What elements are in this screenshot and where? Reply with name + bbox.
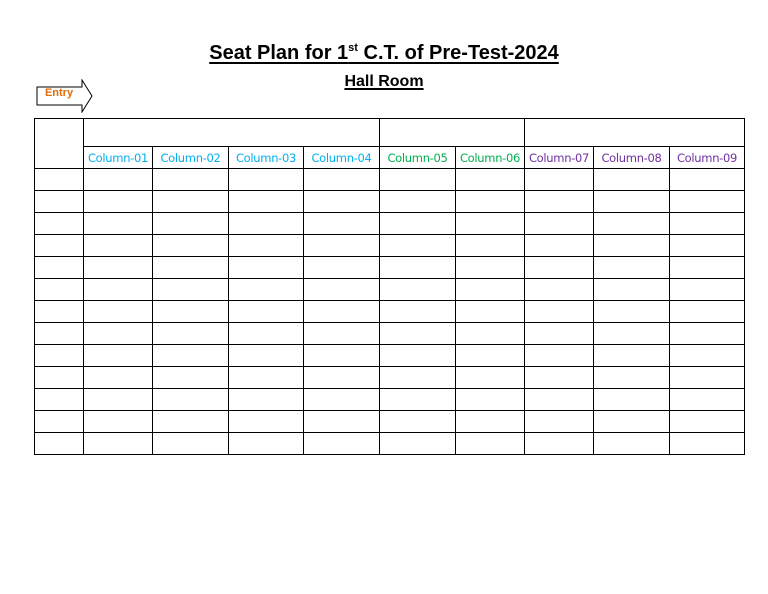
group-header-row bbox=[35, 119, 745, 147]
seat-cell bbox=[670, 433, 745, 455]
row-label-cell bbox=[35, 191, 84, 213]
seat-cell bbox=[229, 367, 304, 389]
page-title: Seat Plan for 1st C.T. of Pre-Test-2024 bbox=[209, 42, 559, 64]
column-header-7: Column-07 bbox=[525, 147, 594, 169]
row-label-header-cell bbox=[35, 119, 84, 169]
seat-cell bbox=[594, 345, 670, 367]
seat-cell bbox=[594, 433, 670, 455]
seat-cell bbox=[153, 191, 229, 213]
seat-cell bbox=[304, 191, 380, 213]
seat-cell bbox=[304, 235, 380, 257]
seat-cell bbox=[304, 279, 380, 301]
seat-cell bbox=[456, 345, 525, 367]
seat-cell bbox=[456, 433, 525, 455]
seat-cell bbox=[456, 367, 525, 389]
seat-cell bbox=[153, 411, 229, 433]
seat-cell bbox=[380, 169, 456, 191]
seat-cell bbox=[594, 301, 670, 323]
table-row bbox=[35, 367, 745, 389]
seat-cell bbox=[153, 279, 229, 301]
seat-cell bbox=[594, 257, 670, 279]
seat-cell bbox=[304, 433, 380, 455]
seat-cell bbox=[380, 301, 456, 323]
seat-cell bbox=[380, 367, 456, 389]
seat-cell bbox=[229, 411, 304, 433]
seat-cell bbox=[84, 235, 153, 257]
seat-cell bbox=[594, 367, 670, 389]
group-cell-2 bbox=[380, 119, 525, 147]
row-label-cell bbox=[35, 389, 84, 411]
row-label-cell bbox=[35, 411, 84, 433]
seat-cell bbox=[456, 191, 525, 213]
seat-cell bbox=[525, 213, 594, 235]
seat-cell bbox=[525, 411, 594, 433]
group-cell-1 bbox=[84, 119, 380, 147]
seat-cell bbox=[304, 367, 380, 389]
seat-cell bbox=[525, 323, 594, 345]
seat-cell bbox=[84, 191, 153, 213]
row-label-cell bbox=[35, 279, 84, 301]
seat-cell bbox=[380, 389, 456, 411]
seat-cell bbox=[229, 389, 304, 411]
seat-cell bbox=[525, 345, 594, 367]
seat-cell bbox=[380, 323, 456, 345]
row-label-cell bbox=[35, 169, 84, 191]
seat-cell bbox=[456, 279, 525, 301]
seat-cell bbox=[153, 257, 229, 279]
seat-cell bbox=[304, 169, 380, 191]
seat-cell bbox=[229, 191, 304, 213]
seat-cell bbox=[380, 191, 456, 213]
row-label-cell bbox=[35, 235, 84, 257]
seat-cell bbox=[670, 279, 745, 301]
seat-cell bbox=[304, 345, 380, 367]
table-row bbox=[35, 213, 745, 235]
seat-cell bbox=[84, 433, 153, 455]
seat-cell bbox=[229, 279, 304, 301]
seat-cell bbox=[84, 389, 153, 411]
seat-cell bbox=[525, 257, 594, 279]
seat-cell bbox=[84, 323, 153, 345]
seat-cell bbox=[594, 191, 670, 213]
seat-cell bbox=[229, 301, 304, 323]
seat-cell bbox=[456, 323, 525, 345]
seat-cell bbox=[304, 213, 380, 235]
seat-cell bbox=[594, 411, 670, 433]
table-row bbox=[35, 279, 745, 301]
seat-cell bbox=[380, 279, 456, 301]
seat-cell bbox=[380, 411, 456, 433]
table-row bbox=[35, 235, 745, 257]
seat-cell bbox=[456, 235, 525, 257]
seat-cell bbox=[525, 191, 594, 213]
column-header-8: Column-08 bbox=[594, 147, 670, 169]
seat-cell bbox=[525, 367, 594, 389]
seat-cell bbox=[84, 213, 153, 235]
seat-cell bbox=[456, 301, 525, 323]
seat-cell bbox=[380, 433, 456, 455]
seat-cell bbox=[84, 367, 153, 389]
seat-cell bbox=[229, 235, 304, 257]
seat-cell bbox=[670, 323, 745, 345]
seat-cell bbox=[380, 235, 456, 257]
seat-cell bbox=[153, 367, 229, 389]
seat-cell bbox=[456, 213, 525, 235]
seat-cell bbox=[594, 323, 670, 345]
column-header-3: Column-03 bbox=[229, 147, 304, 169]
seat-cell bbox=[229, 213, 304, 235]
seat-cell bbox=[153, 389, 229, 411]
seat-cell bbox=[153, 213, 229, 235]
entry-sign bbox=[36, 79, 94, 113]
seat-cell bbox=[304, 411, 380, 433]
table-row bbox=[35, 169, 745, 191]
seat-cell bbox=[380, 213, 456, 235]
seat-cell bbox=[229, 323, 304, 345]
seat-cell bbox=[153, 169, 229, 191]
seat-cell bbox=[229, 169, 304, 191]
seat-cell bbox=[456, 169, 525, 191]
row-label-cell bbox=[35, 433, 84, 455]
seat-cell bbox=[525, 389, 594, 411]
table-row bbox=[35, 411, 745, 433]
seat-cell bbox=[670, 345, 745, 367]
seat-cell bbox=[153, 323, 229, 345]
column-header-2: Column-02 bbox=[153, 147, 229, 169]
seat-cell bbox=[670, 213, 745, 235]
seat-cell bbox=[380, 257, 456, 279]
seat-cell bbox=[304, 389, 380, 411]
seat-plan-table bbox=[34, 118, 745, 455]
seat-cell bbox=[670, 191, 745, 213]
table-row bbox=[35, 389, 745, 411]
seat-cell bbox=[594, 279, 670, 301]
seat-cell bbox=[84, 257, 153, 279]
table-row bbox=[35, 301, 745, 323]
seat-cell bbox=[525, 301, 594, 323]
hall-room-label: Hall Room bbox=[344, 73, 424, 90]
row-label-cell bbox=[35, 323, 84, 345]
seat-cell bbox=[456, 389, 525, 411]
row-label-cell bbox=[35, 345, 84, 367]
seat-cell bbox=[304, 301, 380, 323]
column-header-1: Column-01 bbox=[84, 147, 153, 169]
group-cell-3 bbox=[525, 119, 745, 147]
seat-cell bbox=[229, 433, 304, 455]
seat-cell bbox=[456, 411, 525, 433]
row-label-cell bbox=[35, 367, 84, 389]
seat-cell bbox=[153, 235, 229, 257]
table-row bbox=[35, 433, 745, 455]
column-header-5: Column-05 bbox=[380, 147, 456, 169]
seat-cell bbox=[84, 301, 153, 323]
seat-cell bbox=[670, 367, 745, 389]
table-row bbox=[35, 345, 745, 367]
seat-cell bbox=[380, 345, 456, 367]
seat-cell bbox=[594, 169, 670, 191]
seat-cell bbox=[153, 345, 229, 367]
seat-cell bbox=[594, 213, 670, 235]
row-label-cell bbox=[35, 257, 84, 279]
seat-cell bbox=[304, 257, 380, 279]
column-header-6: Column-06 bbox=[456, 147, 525, 169]
seat-cell bbox=[456, 257, 525, 279]
row-label-cell bbox=[35, 213, 84, 235]
seat-cell bbox=[670, 257, 745, 279]
seat-cell bbox=[229, 257, 304, 279]
column-header-9: Column-09 bbox=[670, 147, 745, 169]
seat-cell bbox=[670, 235, 745, 257]
seat-cell bbox=[525, 169, 594, 191]
seat-cell bbox=[84, 345, 153, 367]
entry-label: Entry bbox=[44, 87, 74, 99]
seat-cell bbox=[84, 411, 153, 433]
table-row bbox=[35, 323, 745, 345]
seat-cell bbox=[525, 235, 594, 257]
table-row bbox=[35, 257, 745, 279]
seat-cell bbox=[594, 235, 670, 257]
seat-cell bbox=[153, 433, 229, 455]
seat-cell bbox=[670, 169, 745, 191]
seat-cell bbox=[594, 389, 670, 411]
seat-cell bbox=[670, 411, 745, 433]
seat-cell bbox=[84, 169, 153, 191]
table-row bbox=[35, 191, 745, 213]
seat-cell bbox=[525, 279, 594, 301]
seat-cell bbox=[670, 301, 745, 323]
seat-cell bbox=[229, 345, 304, 367]
seat-cell bbox=[84, 279, 153, 301]
seat-cell bbox=[670, 389, 745, 411]
seat-cell bbox=[153, 301, 229, 323]
column-header-row bbox=[35, 147, 745, 169]
column-header-4: Column-04 bbox=[304, 147, 380, 169]
seat-cell bbox=[304, 323, 380, 345]
row-label-cell bbox=[35, 301, 84, 323]
seat-cell bbox=[525, 433, 594, 455]
